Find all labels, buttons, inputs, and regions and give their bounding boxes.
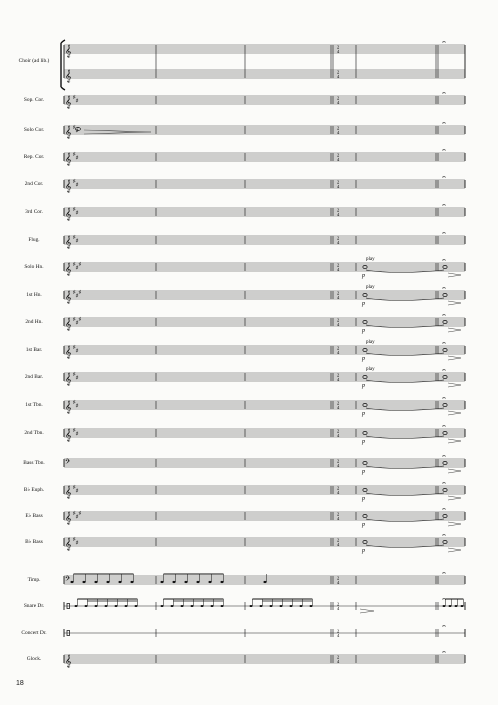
treble-clef: 𝄞 bbox=[65, 96, 72, 109]
time-signature-upper: 2 bbox=[337, 317, 340, 323]
decrescendo-hairpin bbox=[448, 469, 461, 473]
decrescendo-hairpin bbox=[448, 328, 461, 332]
key-sharp: ♯ bbox=[73, 207, 76, 213]
drum-note bbox=[94, 581, 97, 583]
dynamic-p: p bbox=[362, 411, 365, 417]
drum-note bbox=[172, 581, 175, 583]
treble-clef: 𝄞 bbox=[65, 70, 72, 83]
dynamic-p: p bbox=[362, 301, 365, 307]
key-sharp: ♯ bbox=[73, 428, 76, 434]
drum-note bbox=[118, 581, 121, 583]
drum-note bbox=[290, 605, 293, 607]
key-sharp: ♯ bbox=[75, 404, 79, 409]
bass-clef: 𝄢 bbox=[65, 458, 71, 467]
drum-note bbox=[300, 605, 303, 607]
instrument-label: Concert Dr. bbox=[21, 629, 47, 636]
decrescendo-hairpin bbox=[360, 609, 374, 613]
time-signature-upper: 2 bbox=[337, 485, 340, 491]
dynamic-p: p bbox=[362, 522, 365, 528]
fermata: 𝄐 bbox=[442, 622, 446, 631]
key-sharp: ♯ bbox=[73, 537, 76, 543]
time-signature-upper: 2 bbox=[337, 601, 340, 607]
play-marking: play bbox=[366, 367, 375, 372]
key-sharp: ♯ bbox=[73, 372, 76, 378]
time-signature-lower: 4 bbox=[337, 267, 340, 272]
decrescendo-hairpin bbox=[448, 301, 461, 305]
drum-note bbox=[115, 605, 118, 607]
instrument-label: Sop. Cor. bbox=[23, 96, 45, 103]
key-sharp: ♯ bbox=[75, 211, 79, 216]
drum-note bbox=[220, 581, 223, 583]
tie bbox=[366, 298, 444, 301]
drum-note bbox=[250, 605, 253, 607]
drum-note bbox=[184, 581, 187, 583]
time-signature-upper: 2 bbox=[337, 152, 340, 158]
time-signature-lower: 4 bbox=[337, 405, 340, 410]
drum-note bbox=[443, 605, 446, 607]
fermata: 𝄐 bbox=[442, 366, 446, 375]
drum-note bbox=[135, 605, 138, 607]
key-sharp: ♯ bbox=[73, 290, 76, 296]
treble-clef: 𝄞 bbox=[65, 486, 72, 499]
tie bbox=[366, 380, 444, 383]
drum-note bbox=[201, 605, 204, 607]
drum-note bbox=[161, 605, 164, 607]
time-signature-upper: 2 bbox=[337, 235, 340, 241]
decrescendo-hairpin bbox=[448, 411, 461, 415]
dynamic-p: p bbox=[362, 328, 365, 334]
time-signature-lower: 4 bbox=[337, 633, 340, 638]
treble-clef: 𝄞 bbox=[65, 153, 72, 166]
instrument-label: Timp. bbox=[27, 576, 41, 583]
key-sharp: ♯ bbox=[75, 349, 79, 354]
time-signature-lower: 4 bbox=[337, 295, 340, 300]
key-sharp: ♯ bbox=[75, 129, 79, 134]
decrescendo-hairpin bbox=[448, 496, 461, 500]
instrument-label: Solo Hn. bbox=[24, 263, 44, 270]
treble-clef: 𝄞 bbox=[65, 346, 72, 359]
time-signature-upper: 2 bbox=[337, 400, 340, 406]
drum-note bbox=[106, 581, 109, 583]
page-number: 18 bbox=[16, 680, 24, 687]
time-signature-upper: 2 bbox=[337, 262, 340, 268]
key-sharp: ♯ bbox=[78, 262, 82, 268]
time-signature-upper: 2 bbox=[337, 628, 340, 634]
drum-note bbox=[221, 605, 224, 607]
key-sharp: ♯ bbox=[78, 290, 82, 296]
time-signature-lower: 4 bbox=[337, 100, 340, 105]
key-sharp: ♯ bbox=[73, 152, 76, 158]
drum-note bbox=[160, 581, 163, 583]
time-signature-lower: 4 bbox=[337, 433, 340, 438]
time-signature-upper: 2 bbox=[337, 537, 340, 543]
fermata: 𝄐 bbox=[442, 479, 446, 488]
bass-clef: 𝄢 bbox=[65, 575, 71, 584]
instrument-label: 2nd Cor. bbox=[24, 180, 44, 187]
drum-note bbox=[455, 605, 458, 607]
key-sharp: ♯ bbox=[75, 99, 79, 104]
instrument-label: E♭ Bass bbox=[25, 512, 43, 519]
fermata: 𝄐 bbox=[442, 394, 446, 403]
instrument-label: 2nd Bar. bbox=[24, 373, 44, 380]
treble-clef: 𝄞 bbox=[65, 429, 72, 442]
time-signature-lower: 4 bbox=[337, 184, 340, 189]
drum-note bbox=[280, 605, 283, 607]
time-signature-lower: 4 bbox=[337, 377, 340, 382]
treble-clef: 𝄞 bbox=[65, 236, 72, 249]
treble-clef: 𝄞 bbox=[65, 291, 72, 304]
fermata: 𝄐 bbox=[442, 311, 446, 320]
fermata: 𝄐 bbox=[442, 284, 446, 293]
play-marking: play bbox=[366, 340, 375, 345]
key-sharp: ♯ bbox=[75, 376, 79, 381]
tie bbox=[366, 466, 444, 469]
time-signature-upper: 2 bbox=[337, 511, 340, 517]
instrument-label: Bass Tbn. bbox=[23, 459, 45, 466]
key-sharp: ♯ bbox=[73, 95, 76, 101]
dynamic-p: p bbox=[362, 273, 365, 279]
drum-note bbox=[75, 605, 78, 607]
treble-clef: 𝄞 bbox=[65, 180, 72, 193]
time-signature-lower: 4 bbox=[337, 240, 340, 245]
key-sharp: ♯ bbox=[75, 266, 79, 271]
drum-note bbox=[260, 605, 263, 607]
fermata: 𝄐 bbox=[442, 229, 446, 238]
tie bbox=[366, 436, 444, 439]
fermata: 𝄐 bbox=[442, 119, 446, 128]
instrument-label: Glock. bbox=[26, 655, 42, 662]
tie bbox=[366, 493, 444, 496]
key-sharp: ♯ bbox=[78, 317, 82, 323]
drum-note bbox=[130, 581, 133, 583]
drum-note bbox=[181, 605, 184, 607]
treble-clef: 𝄞 bbox=[65, 126, 72, 139]
instrument-label: B♭ Bass bbox=[25, 538, 43, 545]
fermata: 𝄐 bbox=[442, 452, 446, 461]
key-sharp: ♯ bbox=[75, 321, 79, 326]
drum-note bbox=[191, 605, 194, 607]
fermata: 𝄐 bbox=[442, 505, 446, 514]
drum-note bbox=[196, 581, 199, 583]
time-signature-upper: 2 bbox=[337, 458, 340, 464]
instrument-label: 1st Bar. bbox=[25, 346, 43, 353]
key-sharp: ♯ bbox=[73, 317, 76, 323]
time-signature-lower: 4 bbox=[337, 580, 340, 585]
dynamic-p: p bbox=[362, 469, 365, 475]
tie bbox=[366, 353, 444, 356]
fermata: 𝄐 bbox=[442, 595, 446, 604]
time-signature-lower: 4 bbox=[337, 542, 340, 547]
time-signature-upper: 2 bbox=[337, 125, 340, 131]
instrument-label: 3rd Cor. bbox=[25, 208, 43, 215]
dynamic-p: p bbox=[362, 439, 365, 445]
dynamic-p: p bbox=[362, 383, 365, 389]
time-signature-upper: 2 bbox=[337, 207, 340, 213]
instrument-label: B♭ Euph. bbox=[23, 486, 45, 493]
time-signature-lower: 4 bbox=[337, 212, 340, 217]
drum-note bbox=[85, 605, 88, 607]
drum-note bbox=[270, 605, 273, 607]
time-signature-upper: 2 bbox=[337, 44, 340, 50]
key-sharp: ♯ bbox=[73, 235, 76, 241]
time-signature-upper: 2 bbox=[337, 95, 340, 101]
time-signature-lower: 4 bbox=[337, 606, 340, 611]
key-sharp: ♯ bbox=[75, 294, 79, 299]
key-sharp: ♯ bbox=[73, 400, 76, 406]
key-sharp: ♯ bbox=[73, 511, 76, 517]
key-sharp: ♯ bbox=[73, 485, 76, 491]
treble-clef: 𝄞 bbox=[65, 512, 72, 525]
instrument-label: Snare Dr. bbox=[23, 602, 45, 609]
treble-clef: 𝄞 bbox=[65, 263, 72, 276]
time-signature-lower: 4 bbox=[337, 659, 340, 664]
instrument-label: 2nd Tbn. bbox=[24, 429, 44, 436]
fermata: 𝄐 bbox=[442, 38, 446, 47]
tie bbox=[366, 545, 444, 548]
time-signature-upper: 2 bbox=[337, 428, 340, 434]
tie bbox=[366, 408, 444, 411]
time-signature-upper: 2 bbox=[337, 654, 340, 660]
time-signature-upper: 2 bbox=[337, 290, 340, 296]
treble-clef: 𝄞 bbox=[65, 318, 72, 331]
drum-note bbox=[310, 605, 313, 607]
drum-note bbox=[263, 581, 266, 583]
drum-note bbox=[95, 605, 98, 607]
key-sharp: ♯ bbox=[73, 262, 76, 268]
treble-clef: 𝄞 bbox=[65, 373, 72, 386]
time-signature-lower: 4 bbox=[337, 463, 340, 468]
fermata: 𝄐 bbox=[442, 146, 446, 155]
treble-clef: 𝄞 bbox=[65, 401, 72, 414]
fermata: 𝄐 bbox=[442, 256, 446, 265]
time-signature-lower: 4 bbox=[337, 350, 340, 355]
time-signature-upper: 2 bbox=[337, 69, 340, 75]
instrument-label: Rep. Cor. bbox=[23, 153, 45, 160]
dynamic-p: p bbox=[362, 496, 365, 502]
key-sharp: ♯ bbox=[75, 183, 79, 188]
dynamic-p: p bbox=[362, 356, 365, 362]
time-signature-lower: 4 bbox=[337, 74, 340, 79]
dynamic-p: p bbox=[362, 548, 365, 554]
instrument-label: Choir (ad lib.) bbox=[18, 58, 50, 64]
drum-note bbox=[125, 605, 128, 607]
time-signature-upper: 2 bbox=[337, 372, 340, 378]
fermata: 𝄐 bbox=[442, 201, 446, 210]
drum-note bbox=[105, 605, 108, 607]
fermata: 𝄐 bbox=[442, 422, 446, 431]
drum-note bbox=[461, 605, 464, 607]
treble-clef: 𝄞 bbox=[65, 655, 72, 668]
fermata: 𝄐 bbox=[442, 339, 446, 348]
drum-note bbox=[70, 581, 73, 583]
key-sharp: ♯ bbox=[73, 179, 76, 185]
instrument-label: 1st Hn. bbox=[26, 291, 42, 298]
fermata: 𝄐 bbox=[442, 89, 446, 98]
key-sharp: ♯ bbox=[73, 345, 76, 351]
drum-note bbox=[82, 581, 85, 583]
instrument-label: Solo Cor. bbox=[23, 126, 45, 133]
time-signature-lower: 4 bbox=[337, 157, 340, 162]
time-signature-upper: 2 bbox=[337, 179, 340, 185]
time-signature-upper: 2 bbox=[337, 345, 340, 351]
decrescendo-hairpin bbox=[448, 356, 461, 360]
tie bbox=[366, 519, 444, 522]
instrument-label: Flug. bbox=[28, 236, 40, 243]
key-sharp: ♯ bbox=[75, 156, 79, 161]
time-signature-lower: 4 bbox=[337, 516, 340, 521]
time-signature-lower: 4 bbox=[337, 130, 340, 135]
decrescendo-hairpin bbox=[448, 522, 461, 526]
time-signature-upper: 2 bbox=[337, 575, 340, 581]
time-signature-lower: 4 bbox=[337, 49, 340, 54]
decrescendo-hairpin bbox=[448, 383, 461, 387]
fermata: 𝄐 bbox=[442, 173, 446, 182]
treble-clef: 𝄞 bbox=[65, 208, 72, 221]
decrescendo-hairpin bbox=[448, 273, 461, 277]
drum-note bbox=[449, 605, 452, 607]
fermata: 𝄐 bbox=[442, 648, 446, 657]
time-signature-lower: 4 bbox=[337, 322, 340, 327]
key-sharp: ♯ bbox=[75, 541, 79, 546]
key-sharp: ♯ bbox=[75, 432, 79, 437]
decrescendo-hairpin bbox=[448, 548, 461, 552]
fermata: 𝄐 bbox=[442, 531, 446, 540]
tie bbox=[366, 270, 444, 273]
key-sharp: ♯ bbox=[75, 515, 79, 520]
instrument-label: 1st Tbn. bbox=[25, 401, 43, 408]
treble-clef: 𝄞 bbox=[65, 45, 72, 58]
instrument-label: 2nd Hn. bbox=[25, 318, 43, 325]
time-signature-lower: 4 bbox=[337, 490, 340, 495]
key-sharp: ♯ bbox=[75, 239, 79, 244]
drum-note bbox=[208, 581, 211, 583]
treble-clef: 𝄞 bbox=[65, 538, 72, 551]
decrescendo-hairpin bbox=[448, 439, 461, 443]
key-sharp: ♯ bbox=[75, 489, 79, 494]
play-marking: play bbox=[366, 257, 375, 262]
key-sharp: ♯ bbox=[73, 125, 76, 131]
play-marking: play bbox=[366, 285, 375, 290]
fermata: 𝄐 bbox=[442, 569, 446, 578]
drum-note bbox=[171, 605, 174, 607]
tie bbox=[366, 325, 444, 328]
key-sharp: ♯ bbox=[78, 511, 82, 517]
drum-note bbox=[211, 605, 214, 607]
